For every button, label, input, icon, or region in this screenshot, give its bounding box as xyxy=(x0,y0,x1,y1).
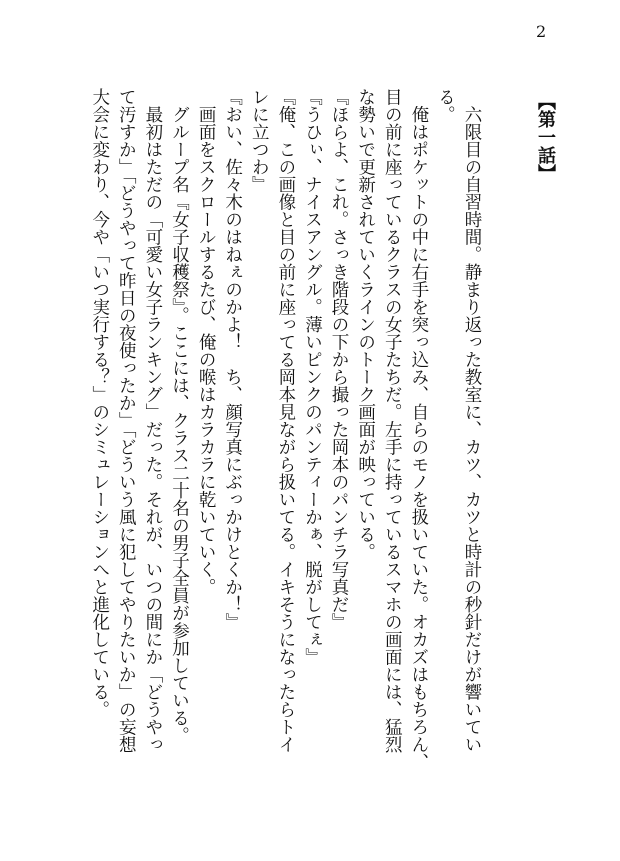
text-column: 画面をスクロールするたび、俺の喉はカラカラに乾いていく。 xyxy=(196,88,217,596)
text-column: 大会に変わり、今や「いつ実行する？」のシミュレーションへと進化している。 xyxy=(89,88,110,718)
text-column: 『ほらよ、これ。さっき階段の下から撮った岡本のパンチラ写真だ』 xyxy=(329,88,350,631)
page-number: 2 xyxy=(536,22,547,41)
body-text xyxy=(86,88,485,778)
text-column: 目の前に座っているクラスの女子たちだ。左手に持っているスマホの画面には、猛烈 xyxy=(382,88,403,753)
text-column: 最初はただの「可愛い女子ランキング」だった。それが、いつの間にか「どうやっ xyxy=(142,88,163,753)
text-column: 『おい、佐々木のはねぇのかよ！ ち、顔写真にぶっかけとくか！』 xyxy=(222,88,243,631)
text-column: 『うひぃ、ナイスアングル。薄いピンクのパンティーかぁ、脱がしてぇ』 xyxy=(302,88,323,666)
text-column: る。 xyxy=(435,88,456,123)
text-column: 『俺、この画像と目の前に座ってる岡本見ながら扱いてる。イキそうになったらトイ xyxy=(275,88,296,753)
text-column: な勢いで更新されていくラインのトーク画面が映っている。 xyxy=(355,88,376,561)
text-column: 俺はポケットの中に右手を突っ込み、自らのモノを扱いていた。オカズはもちろん、 xyxy=(408,88,429,771)
text-column: グループ名『女子収穫祭』。ここには、クラス二十名の男子全員が参加している。 xyxy=(169,88,190,745)
text-column: て汚すか」「どうやって昨日の夜使ったか」「どういう風に犯してやりたいか」の妄想 xyxy=(116,88,137,753)
text-column: 六限目の自習時間。静まり返った教室に、カツ、カツと時計の秒針だけが響いてい xyxy=(462,88,482,753)
text-column: レに立つわ』 xyxy=(249,88,270,193)
chapter-heading: 【第一話】 xyxy=(535,92,556,182)
